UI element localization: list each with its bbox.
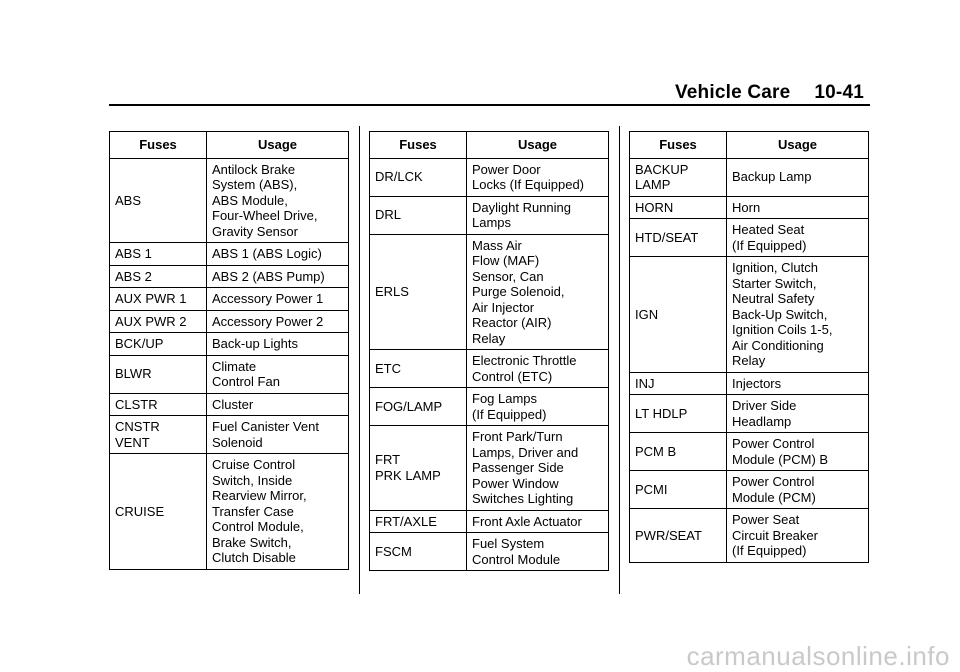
fuse-name-text: ERLS [375, 284, 409, 299]
fuse-usage [207, 310, 349, 333]
fuse-usage-text: Power Control Module (PCM) [732, 474, 816, 505]
fuse-usage-text: ABS 1 (ABS Logic) [212, 246, 322, 261]
table-row [110, 393, 349, 416]
fuse-usage [207, 393, 349, 416]
fuse-name-text: DR/LCK [375, 169, 423, 185]
table-row [110, 158, 349, 243]
table-row [630, 196, 869, 219]
fuse-usage [207, 158, 349, 243]
fuse-usage [467, 196, 609, 234]
fuse-table-3 [629, 131, 869, 563]
page-number: 10-41 [814, 82, 864, 103]
fuse-name [110, 265, 207, 288]
fuse-usage-text: Driver Side Headlamp [732, 398, 797, 429]
table-row [110, 355, 349, 393]
fuse-usage [467, 234, 609, 350]
table-row [630, 395, 869, 433]
column-divider [619, 126, 620, 594]
table-row [370, 234, 609, 350]
fuse-usage-text: Fog Lamps (If Equipped) [472, 391, 547, 422]
fuse-usage [467, 388, 609, 426]
fuse-usage [727, 433, 869, 471]
fuse-name [630, 395, 727, 433]
fuse-usage [467, 158, 609, 196]
table-row [630, 372, 869, 395]
table-row [370, 158, 609, 196]
fuse-name [110, 355, 207, 393]
fuse-usage [727, 196, 869, 219]
fuse-name [110, 393, 207, 416]
fuse-name [630, 433, 727, 471]
watermark: carmanualsonline.info [686, 641, 950, 671]
fuse-usage-text: Accessory Power 1 [212, 291, 324, 306]
fuse-name-text: BCK/UP [115, 336, 164, 351]
fuse-usage [207, 416, 349, 454]
page-header [675, 82, 864, 104]
fuse-name-text: DRL [375, 207, 402, 223]
fuse-name [630, 158, 727, 196]
fuse-name-text: LT HDLP [635, 405, 688, 421]
fuse-name [110, 416, 207, 454]
fuse-usage [727, 471, 869, 509]
section-title: Vehicle Care [674, 82, 791, 103]
fuse-name-text: INJ [635, 375, 655, 391]
header-fuses: Fuses [370, 132, 467, 159]
fuse-name-text: CLSTR [115, 396, 158, 412]
table-row [370, 510, 609, 533]
header-usage: Usage [467, 132, 609, 159]
table-row [110, 310, 349, 333]
fuse-usage [727, 257, 869, 373]
fuse-usage-text: Power Door Locks (If Equipped) [472, 161, 585, 192]
fuse-name [370, 388, 467, 426]
fuse-name-text: FOG/LAMP [375, 398, 443, 414]
fuse-name [110, 158, 207, 243]
fuse-usage-text: Antilock Brake System (ABS), ABS Module, Four-Wheel Drive, Gravity Sensor [212, 161, 318, 239]
fuse-name [630, 471, 727, 509]
fuse-name [370, 350, 467, 388]
fuse-usage [207, 355, 349, 393]
table-row [630, 158, 869, 196]
fuse-name-text: IGN [635, 306, 659, 322]
table-row [630, 219, 869, 257]
fuse-name [630, 509, 727, 563]
fuse-name-text: HTD/SEAT [635, 229, 699, 245]
fuse-name [370, 196, 467, 234]
fuse-name [630, 219, 727, 257]
fuse-usage-text: Backup Lamp [732, 169, 812, 185]
table-row [110, 416, 349, 454]
fuse-name-text: CNSTR VENT [115, 419, 160, 450]
table-row [110, 333, 349, 356]
fuse-usage [207, 288, 349, 311]
table-row [370, 196, 609, 234]
fuse-name [110, 310, 207, 333]
column-divider [359, 126, 360, 594]
table-row [630, 509, 869, 563]
header-fuses: Fuses [630, 132, 727, 159]
fuse-usage [467, 510, 609, 533]
fuse-name [630, 196, 727, 219]
fuse-name [370, 533, 467, 571]
fuse-usage [207, 243, 349, 266]
fuse-table-2 [369, 131, 609, 571]
table-row [110, 454, 349, 570]
header-rule [109, 104, 870, 106]
fuse-name-text: AUX PWR 1 [115, 291, 187, 306]
fuse-name-text: AUX PWR 2 [115, 313, 187, 329]
table-row [630, 471, 869, 509]
fuse-usage [207, 454, 349, 570]
fuse-usage [207, 265, 349, 288]
table-row [630, 257, 869, 373]
fuse-usage [207, 333, 349, 356]
fuse-usage-text: Accessory Power 2 [212, 313, 324, 329]
table-row [370, 388, 609, 426]
fuse-usage [727, 372, 869, 395]
fuse-usage-text: Ignition, Clutch Starter Switch, Neutral Safety Back-Up Switch, Ignition Coils 1-5, Air Conditioning Relay [732, 260, 833, 368]
fuse-usage-text: ABS 2 (ABS Pump) [212, 268, 325, 284]
fuse-usage-text: Fuel System Control Module [472, 536, 561, 567]
fuse-name [110, 454, 207, 570]
fuse-usage-text: Injectors [732, 375, 782, 391]
fuse-table-1 [109, 131, 349, 570]
fuse-name-text: FRT PRK LAMP [375, 452, 441, 483]
fuse-usage-text: Mass Air Flow (MAF) Sensor, Can Purge Solenoid, Air Injector Reactor (AIR) Relay [472, 237, 565, 346]
fuse-name [630, 372, 727, 395]
fuse-name-text: ABS [115, 192, 142, 208]
fuse-usage-text: Front Park/Turn Lamps, Driver and Passenger Side Power Window Switches Lighting [472, 429, 579, 506]
table-row [370, 350, 609, 388]
table-row [630, 433, 869, 471]
fuse-name-text: PWR/SEAT [635, 527, 702, 543]
fuse-usage-text: Electronic Throttle Control (ETC) [472, 353, 577, 384]
fuse-name-text: FSCM [375, 543, 412, 559]
fuse-name [370, 426, 467, 511]
fuse-usage-text: Power Seat Circuit Breaker (If Equipped) [732, 512, 818, 558]
table-row [110, 265, 349, 288]
table-row [110, 288, 349, 311]
fuse-usage-text: Heated Seat (If Equipped) [732, 222, 807, 253]
fuse-name [630, 257, 727, 373]
fuse-name [110, 333, 207, 356]
header-usage: Usage [207, 132, 349, 159]
fuse-usage [467, 533, 609, 571]
fuse-usage-text: Daylight Running Lamps [472, 199, 572, 230]
table-row [370, 426, 609, 511]
fuse-name [370, 158, 467, 196]
fuse-name [370, 234, 467, 350]
fuse-usage [727, 395, 869, 433]
fuse-usage [467, 350, 609, 388]
fuse-name [110, 243, 207, 266]
fuse-usage-text: Front Axle Actuator [472, 513, 582, 529]
fuse-name [370, 510, 467, 533]
table-row [370, 533, 609, 571]
fuse-usage-text: Fuel Canister Vent Solenoid [212, 419, 319, 450]
fuse-name-text: ABS 1 [115, 246, 152, 261]
fuse-name-text: ABS 2 [115, 268, 152, 284]
fuse-usage [727, 158, 869, 196]
fuse-name [110, 288, 207, 311]
fuse-name-text: BACKUP LAMP [635, 161, 689, 192]
fuse-name-text: FRT/AXLE [375, 513, 437, 529]
fuse-name-text: BLWR [115, 366, 152, 382]
fuse-name-text: HORN [635, 199, 674, 215]
fuse-usage-text: Power Control Module (PCM) B [732, 436, 829, 467]
header-usage: Usage [727, 132, 869, 159]
table-row [110, 243, 349, 266]
fuse-usage-text: Climate Control Fan [212, 358, 280, 389]
fuse-usage-text: Cluster [212, 396, 254, 412]
header-fuses: Fuses [110, 132, 207, 159]
fuse-name-text: ETC [375, 360, 401, 376]
fuse-name-text: CRUISE [115, 503, 165, 519]
fuse-usage-text: Horn [732, 199, 761, 215]
fuse-usage [467, 426, 609, 511]
fuse-usage [727, 509, 869, 563]
fuse-usage [727, 219, 869, 257]
fuse-name-text: PCM B [635, 443, 677, 459]
fuse-name-text: PCMI [635, 481, 668, 497]
fuse-usage-text: Cruise Control Switch, Inside Rearview Mirror, Transfer Case Control Module, Brake Switch, Clutch Disable [212, 457, 307, 565]
fuse-usage-text: Back-up Lights [212, 336, 298, 351]
